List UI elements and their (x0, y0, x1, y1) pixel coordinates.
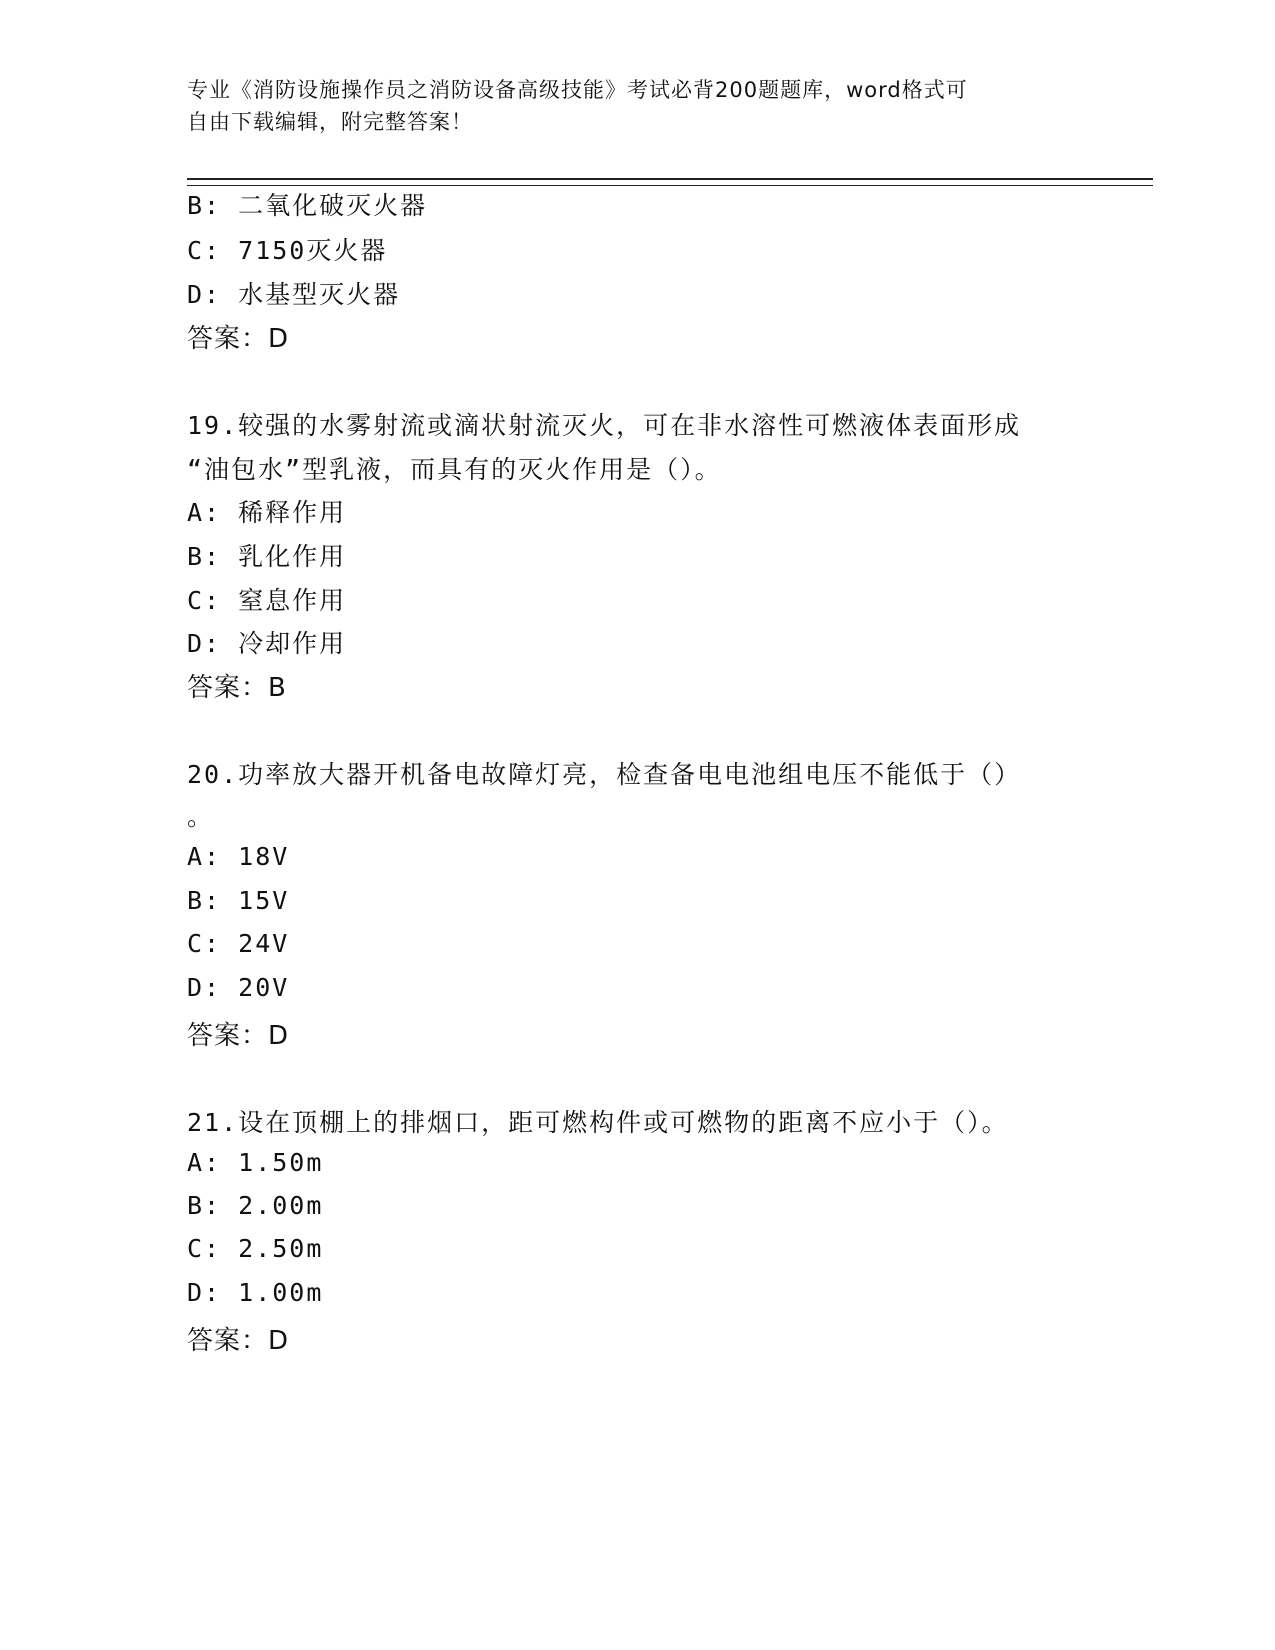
q21-option-c: C: 2.50m (187, 1234, 324, 1263)
question-19-stem-cont: “油包水”型乳液，而具有的灭火作用是（）。 (187, 455, 722, 484)
q19-option-b: B: 乳化作用 (187, 542, 347, 571)
question-21-stem: 21.设在顶棚上的排烟口，距可燃构件或可燃物的距离不应小于（）。 (187, 1108, 1009, 1137)
header-title-line-2: 自由下载编辑，附完整答案！ (187, 110, 473, 134)
q20-option-b: B: 15V (187, 886, 290, 915)
answer: 答案：D (187, 324, 290, 354)
header-title-line-1: 专业《消防设施操作员之消防设备高级技能》考试必背200题题库，word格式可 (187, 78, 968, 102)
q19-option-a: A: 稀释作用 (187, 498, 347, 527)
q20-option-c: C: 24V (187, 929, 290, 958)
q21-answer: 答案：D (187, 1326, 290, 1356)
document-header (187, 74, 1067, 138)
q21-option-b: B: 2.00m (187, 1191, 324, 1220)
q19-option-d: D: 冷却作用 (187, 629, 347, 658)
q21-option-d: D: 1.00m (187, 1278, 324, 1307)
question-20-stem-cont: 。 (187, 802, 215, 831)
q19-option-c: C: 窒息作用 (187, 586, 347, 615)
q20-option-d: D: 20V (187, 973, 290, 1002)
option-c: C: 7150灭火器 (187, 236, 388, 265)
q19-answer: 答案：B (187, 673, 287, 703)
header-divider (187, 178, 1153, 186)
q20-answer: 答案：D (187, 1021, 290, 1051)
question-20-stem: 20.功率放大器开机备电故障灯亮，检查备电电池组电压不能低于（） (187, 760, 1022, 789)
question-19-stem: 19.较强的水雾射流或滴状射流灭火，可在非水溶性可燃液体表面形成 (187, 411, 1022, 440)
q20-option-a: A: 18V (187, 842, 290, 871)
option-d: D: 水基型灭火器 (187, 280, 401, 309)
option-b: B: 二氧化破灭火器 (187, 191, 428, 220)
q21-option-a: A: 1.50m (187, 1148, 324, 1177)
